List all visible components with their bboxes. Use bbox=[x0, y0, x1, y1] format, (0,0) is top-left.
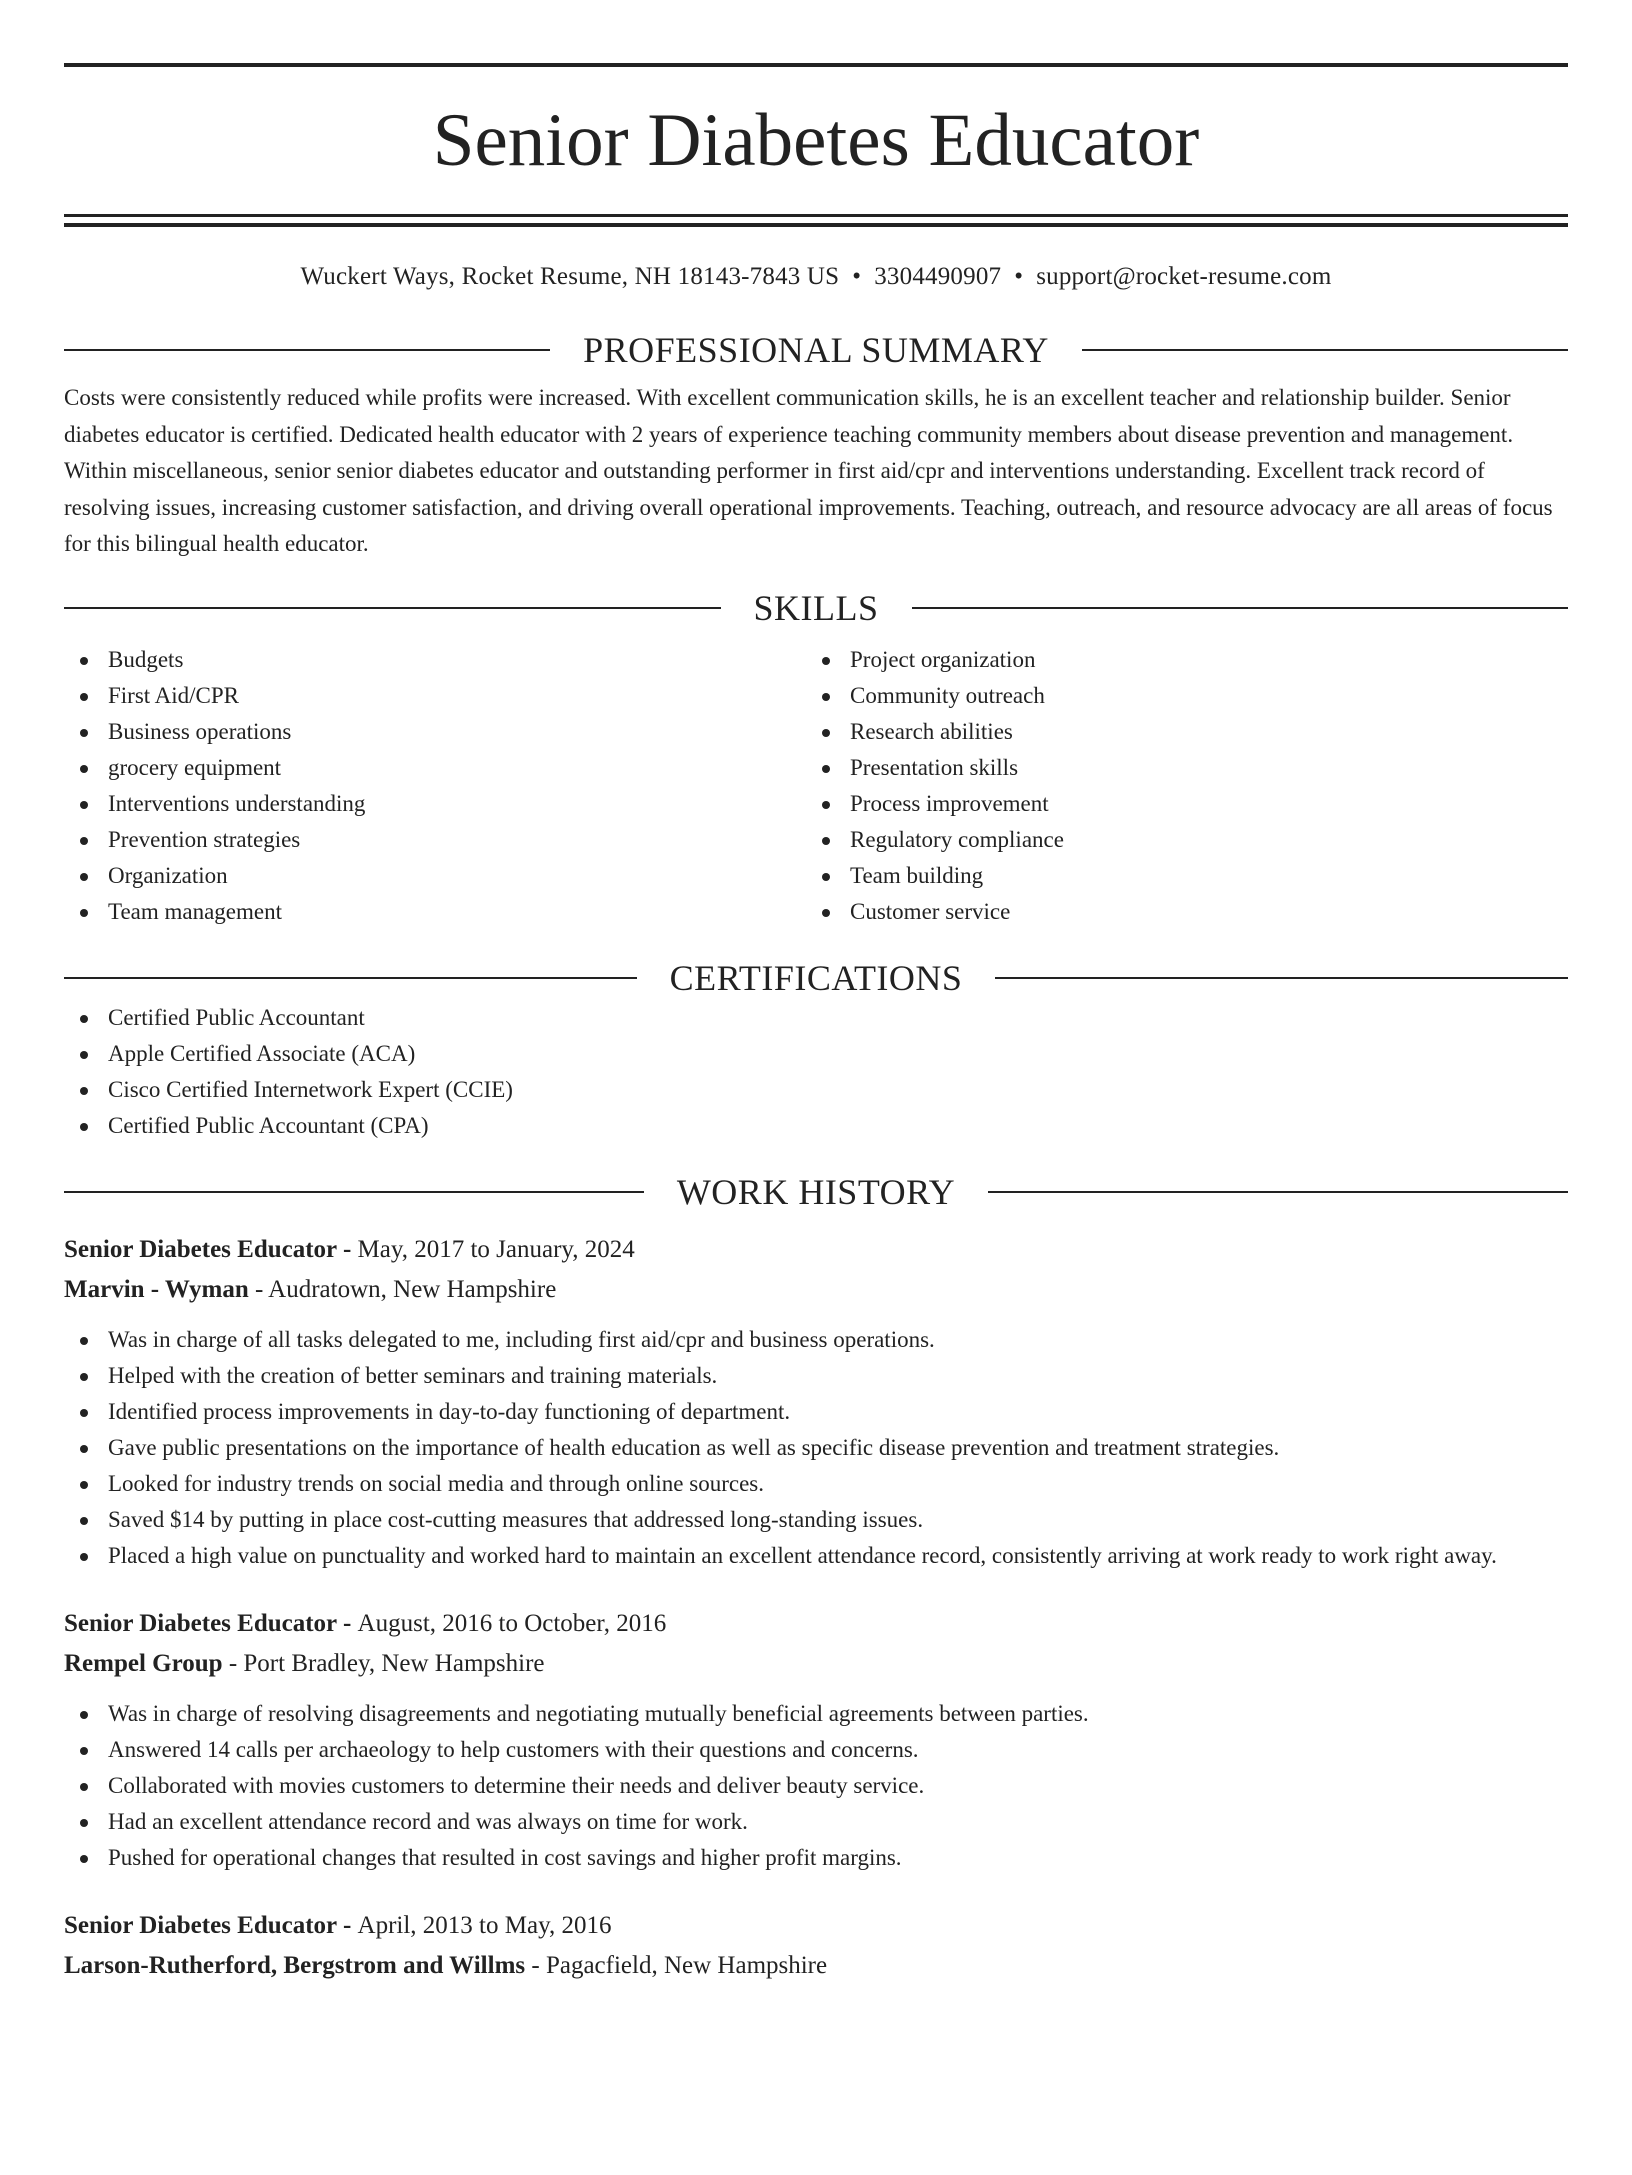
list-item: Prevention strategies bbox=[64, 822, 806, 858]
heading-rule bbox=[988, 1191, 1568, 1193]
job-company: Larson-Rutherford, Bergstrom and Willms bbox=[64, 1951, 526, 1979]
list-item: Interventions understanding bbox=[64, 786, 806, 822]
list-item: Helped with the creation of better seminars and training materials. bbox=[64, 1358, 1568, 1394]
job-dates: April, 2013 to May, 2016 bbox=[357, 1911, 612, 1939]
certifications-list bbox=[64, 1000, 1568, 1144]
section-heading-summary bbox=[64, 328, 1568, 372]
job-dash: - bbox=[336, 1609, 358, 1637]
list-item: Gave public presentations on the importance of health education as well as specific disease prevention and treatment strategies. bbox=[64, 1430, 1568, 1466]
contact-separator: • bbox=[852, 263, 862, 290]
job-dash: - bbox=[525, 1951, 546, 1979]
section-title: PROFESSIONAL SUMMARY bbox=[583, 330, 1049, 370]
job-duties-list bbox=[64, 1322, 1568, 1574]
list-item: Apple Certified Associate (ACA) bbox=[64, 1036, 1568, 1072]
heading-rule bbox=[64, 977, 637, 979]
contact-email[interactable]: support@rocket-resume.com bbox=[1036, 263, 1332, 290]
job-company-line bbox=[64, 1270, 1568, 1310]
job-dates: August, 2016 to October, 2016 bbox=[357, 1609, 667, 1637]
job-title-line bbox=[64, 1906, 1568, 1946]
section-title: WORK HISTORY bbox=[676, 1171, 956, 1212]
section-title: SKILLS bbox=[753, 587, 879, 628]
job-location: Audratown, New Hampshire bbox=[268, 1275, 557, 1303]
heading-rule bbox=[64, 349, 550, 351]
job-location: Port Bradley, New Hampshire bbox=[243, 1649, 545, 1677]
job-company: Rempel Group bbox=[64, 1649, 223, 1677]
job-location: Pagacfield, New Hampshire bbox=[545, 1951, 828, 1979]
list-item: Presentation skills bbox=[806, 750, 1548, 786]
list-item: Regulatory compliance bbox=[806, 822, 1548, 858]
contact-address: Wuckert Ways, Rocket Resume, NH 18143-7843 US bbox=[300, 263, 840, 290]
list-item: Team management bbox=[64, 894, 806, 930]
list-item: Research abilities bbox=[806, 714, 1548, 750]
job-dash: - bbox=[336, 1911, 358, 1939]
header-double-rule bbox=[64, 214, 1568, 227]
job-company-line bbox=[64, 1946, 1568, 1986]
work-history-list bbox=[64, 1230, 1568, 1986]
job-role: Senior Diabetes Educator bbox=[64, 1609, 337, 1637]
job-dash: - bbox=[336, 1235, 358, 1263]
job-dash: - bbox=[248, 1275, 269, 1303]
job-role: Senior Diabetes Educator bbox=[64, 1911, 337, 1939]
list-item: Was in charge of resolving disagreements and negotiating mutually beneficial agreements between parties. bbox=[64, 1696, 1568, 1732]
job-title-line bbox=[64, 1604, 1568, 1644]
list-item: Process improvement bbox=[806, 786, 1548, 822]
job-company: Marvin - Wyman bbox=[64, 1275, 249, 1303]
heading-rule bbox=[995, 977, 1568, 979]
contact-line bbox=[64, 260, 1568, 294]
heading-rule bbox=[64, 607, 721, 609]
heading-rule bbox=[912, 607, 1569, 609]
job-entry bbox=[64, 1604, 1568, 1876]
list-item: First Aid/CPR bbox=[64, 678, 806, 714]
list-item: Business operations bbox=[64, 714, 806, 750]
heading-rule bbox=[1082, 349, 1568, 351]
skills-grid bbox=[64, 642, 1568, 930]
section-title: CERTIFICATIONS bbox=[669, 957, 963, 998]
list-item: Customer service bbox=[806, 894, 1548, 930]
section-heading-skills bbox=[64, 586, 1568, 630]
header-top-rule bbox=[64, 63, 1568, 67]
list-item: Looked for industry trends on social media and through online sources. bbox=[64, 1466, 1568, 1502]
summary-text: Costs were consistently reduced while profits were increased. With excellent communication skills, he is an excellent teacher and relationship builder. Senior diabetes educator is certified. Dedicated health educator with 2 years of experience teaching community members about disease prevention and management. Within miscellaneous, senior senior diabetes educator and outstanding performer in first aid/cpr and interventions understanding. Excellent track record of resolving issues, increasing customer satisfaction, and driving overall operational improvements. Teaching, outreach, and resource advocacy are all areas of focus for this bilingual health educator. bbox=[64, 385, 1553, 556]
job-company-line bbox=[64, 1644, 1568, 1684]
contact-separator: • bbox=[1014, 263, 1024, 290]
list-item: Organization bbox=[64, 858, 806, 894]
skills-left-column bbox=[64, 642, 806, 930]
list-item: Placed a high value on punctuality and worked hard to maintain an excellent attendance record, consistently arriving at work ready to work right away. bbox=[64, 1538, 1568, 1574]
list-item: Certified Public Accountant bbox=[64, 1000, 1568, 1036]
list-item: Collaborated with movies customers to determine their needs and deliver beauty service. bbox=[64, 1768, 1568, 1804]
list-item: Identified process improvements in day-to-day functioning of department. bbox=[64, 1394, 1568, 1430]
list-item: Team building bbox=[806, 858, 1548, 894]
heading-rule bbox=[64, 1191, 644, 1193]
list-item: Pushed for operational changes that resulted in cost savings and higher profit margins. bbox=[64, 1840, 1568, 1876]
resume-page bbox=[0, 63, 1632, 2175]
list-item: Budgets bbox=[64, 642, 806, 678]
job-dash: - bbox=[222, 1649, 244, 1677]
list-item: Had an excellent attendance record and was always on time for work. bbox=[64, 1804, 1568, 1840]
list-item: Was in charge of all tasks delegated to me, including first aid/cpr and business operations. bbox=[64, 1322, 1568, 1358]
section-heading-certifications bbox=[64, 956, 1568, 1000]
list-item: Saved $14 by putting in place cost-cutting measures that addressed long-standing issues. bbox=[64, 1502, 1568, 1538]
list-item: Answered 14 calls per archaeology to help customers with their questions and concerns. bbox=[64, 1732, 1568, 1768]
list-item: grocery equipment bbox=[64, 750, 806, 786]
list-item: Community outreach bbox=[806, 678, 1548, 714]
skills-right-column bbox=[806, 642, 1548, 930]
contact-phone[interactable]: 3304490907 bbox=[874, 263, 1002, 290]
job-entry bbox=[64, 1906, 1568, 1986]
job-entry bbox=[64, 1230, 1568, 1574]
section-heading-work-history bbox=[64, 1170, 1568, 1214]
list-item: Project organization bbox=[806, 642, 1548, 678]
job-title-line bbox=[64, 1230, 1568, 1270]
resume-name: Senior Diabetes Educator bbox=[432, 99, 1200, 182]
job-duties-list bbox=[64, 1696, 1568, 1876]
job-role: Senior Diabetes Educator bbox=[64, 1235, 337, 1263]
list-item: Certified Public Accountant (CPA) bbox=[64, 1108, 1568, 1144]
job-dates: May, 2017 to January, 2024 bbox=[357, 1235, 635, 1263]
list-item: Cisco Certified Internetwork Expert (CCIE) bbox=[64, 1072, 1568, 1108]
